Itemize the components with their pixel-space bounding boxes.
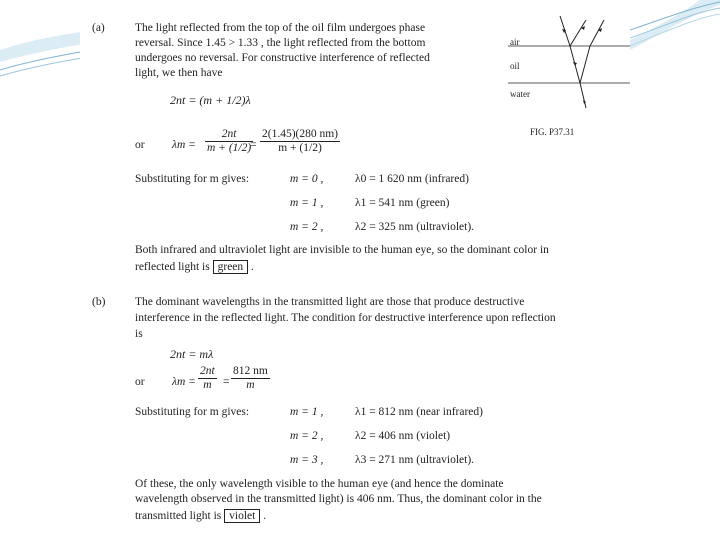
- part-a-conclusion-line-1: Both infrared and ultraviolet light are invisible to the human eye, so the dominant color in: [135, 244, 549, 256]
- part-b-frac2-numerator: 812 nm: [233, 365, 268, 377]
- part-b-conclusion-text: transmitted light is: [135, 510, 222, 522]
- part-a-intro-line-3: undergoes no reversal. For constructive interference of reflected: [135, 52, 430, 64]
- part-b-result-lambda1: λ1 = 812 nm (near infrared): [355, 406, 483, 418]
- part-b-conclusion-line-2: wavelength observed in the transmitted light) is 406 nm. Thus, the dominant color in the: [135, 493, 542, 505]
- part-a-intro-line-4: light, we then have: [135, 67, 223, 79]
- part-b-result-lambda3: λ3 = 271 nm (ultraviolet).: [355, 454, 475, 466]
- figure-label-air: air: [510, 37, 520, 47]
- part-b-frac1-numerator: 2nt: [200, 365, 215, 377]
- part-b-answer-box: violet: [224, 509, 260, 523]
- part-a-substituting-label: Substituting for m gives:: [135, 173, 250, 185]
- part-a-frac2-denominator: m + (1/2): [278, 142, 322, 154]
- part-a-intro-line-2: reversal. Since 1.45 > 1.33 , the light reflected from the bottom: [135, 37, 426, 49]
- part-a-result-lambda1: λ1 = 541 nm (green): [355, 197, 450, 209]
- part-b-fraction-2: [231, 365, 270, 392]
- part-b-intro-line-2: interference in the reflected light. The condition for destructive interference upon reflection: [135, 312, 556, 324]
- part-a-result-m0: m = 0 ,: [290, 173, 324, 185]
- part-b-intro-line-3: is: [135, 328, 143, 340]
- part-b-label: (b): [92, 296, 106, 308]
- part-b-result-lambda2: λ2 = 406 nm (violet): [355, 430, 451, 442]
- part-b-frac2-denominator: m: [246, 379, 255, 391]
- part-a-period: .: [251, 261, 254, 273]
- part-a-result-m1: m = 1 ,: [290, 197, 324, 209]
- part-b-substituting-label: Substituting for m gives:: [135, 406, 250, 418]
- part-a-conclusion-line-2: [135, 261, 254, 274]
- part-a-answer-box: green: [213, 260, 249, 274]
- part-b-intro-line-1: The dominant wavelengths in the transmitted light are those that produce destructive: [135, 296, 525, 308]
- part-a-result-lambda2: λ2 = 325 nm (ultraviolet).: [355, 221, 475, 233]
- part-b-frac1-denominator: m: [203, 379, 212, 391]
- part-b-conclusion-line-1: Of these, the only wavelength visible to the human eye (and hence the dominate: [135, 478, 504, 490]
- part-a-lambda-m: λm =: [172, 139, 196, 151]
- figure-caption: FIG. P37.31: [530, 127, 575, 137]
- part-b-result-m1: m = 1 ,: [290, 406, 324, 418]
- part-b-result-m2: m = 2 ,: [290, 430, 324, 442]
- part-a-result-m2: m = 2 ,: [290, 221, 324, 233]
- part-b-result-m3: m = 3 ,: [290, 454, 324, 466]
- part-a-label: (a): [92, 22, 105, 34]
- part-a-frac1-denominator: m + (1/2): [207, 142, 252, 154]
- solution-page: [80, 16, 630, 540]
- figure-label-water: water: [510, 89, 530, 99]
- part-b-lambda-m: λm =: [172, 376, 196, 388]
- part-b-equals: =: [223, 376, 230, 388]
- part-a-frac1-numerator: 2nt: [205, 128, 253, 142]
- part-b-destructive-equation: 2nt = mλ: [170, 347, 214, 361]
- part-b-period: .: [263, 510, 267, 522]
- part-b-or-label: or: [135, 376, 145, 388]
- part-a-or-label: or: [135, 139, 145, 151]
- figure-label-oil: oil: [510, 61, 520, 71]
- part-b-fraction-1: [198, 365, 217, 392]
- part-a-equals: =: [250, 139, 257, 151]
- part-a-constructive-equation: 2nt = (m + 1/2)λ: [170, 93, 251, 107]
- part-a-intro-line-1: The light reflected from the top of the oil film undergoes phase: [135, 22, 426, 34]
- part-a-frac2-numerator: 2(1.45)(280 nm): [262, 128, 339, 140]
- part-b-conclusion-line-3: [135, 510, 266, 523]
- part-a-result-lambda0: λ0 = 1 620 nm (infrared): [355, 173, 469, 185]
- part-a-fraction-1: [205, 128, 253, 155]
- part-a-fraction-2: [260, 128, 340, 155]
- part-a-conclusion-text: reflected light is: [135, 261, 210, 273]
